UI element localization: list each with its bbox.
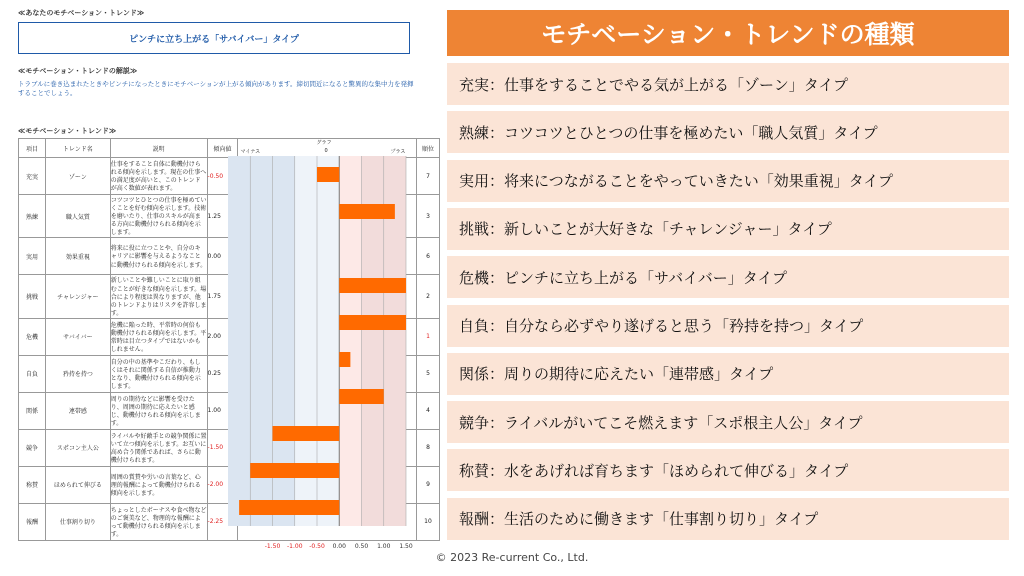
row-rank: 2	[417, 275, 440, 318]
bar-7	[339, 389, 384, 404]
trend-report-panel	[0, 0, 440, 576]
row-desc	[110, 429, 207, 466]
trend-type-item: 危機：ピンチに立ち上がる「サバイバー」タイプ	[447, 256, 1009, 298]
bar-8	[273, 426, 340, 441]
row-desc-text: 周りの期待などに影響を受けたり、周囲の期待に応えたいと感じ、動機付けられる傾向を示します。	[110, 395, 201, 428]
row-desc-text: 仕事をすること自体に動機付けられる傾向を示します。現在の仕事への満足度が高いと、このトレンドが高く数値が表れます。	[110, 160, 207, 193]
header-desc: 説明	[110, 139, 207, 158]
row-rank: 6	[417, 238, 440, 275]
row-trend-name: サバイバー	[45, 318, 110, 355]
graph-zero-label: 0	[324, 148, 328, 154]
graph-title: グラフ	[316, 140, 332, 146]
trend-type-item: 熟練：コツコツとひとつの仕事を極めたい「職人気質」タイプ	[447, 111, 1009, 153]
row-desc	[110, 318, 207, 355]
row-value: 0.00	[207, 238, 238, 275]
row-value: 0.25	[207, 355, 238, 392]
bar-10	[239, 500, 339, 515]
x-tick-label: 0.50	[354, 543, 369, 550]
bar-5	[339, 315, 406, 330]
your-trend-label: ≪あなたのモチベーション・トレンド≫	[18, 9, 145, 17]
row-item: 関係	[19, 392, 46, 429]
row-desc	[110, 158, 207, 195]
row-rank: 8	[417, 429, 440, 466]
row-item: 熟練	[19, 195, 46, 238]
row-rank: 1	[417, 318, 440, 355]
explanation-text: トラブルに巻き込まれたときやピンチになったときにモチベーションが上がる傾向があります。締切間近になると驚異的な集中力を発揮することでしょう。	[18, 80, 414, 98]
bar-9	[250, 463, 339, 478]
row-item: 称賛	[19, 466, 46, 503]
row-desc-text: 危機に陥った時、平常時の何倍も動機付けられる傾向を示します。平常時は目立つタイプではないかもしれません。	[110, 321, 207, 354]
row-rank: 10	[417, 503, 440, 540]
row-desc-text: ちょっとしたボーナスや食べ物などのご褒美など、物理的な報酬によって動機付けられる傾向を示します。	[110, 506, 207, 539]
row-desc	[110, 466, 207, 503]
row-item: 競争	[19, 429, 46, 466]
row-trend-name: ゾーン	[45, 158, 110, 195]
row-value: 1.00	[207, 392, 238, 429]
x-tick-label: 0.00	[332, 543, 346, 550]
row-desc	[110, 392, 207, 429]
graph-minus-label: マイナス	[240, 149, 261, 155]
row-trend-name: 矜持を持つ	[45, 355, 110, 392]
row-desc	[110, 275, 207, 318]
x-tick-label: -0.50	[309, 543, 325, 550]
row-desc	[110, 503, 207, 540]
x-tick-label: -1.00	[286, 543, 303, 550]
row-desc-text: コツコツとひとつの仕事を極めていくことを好む傾向を示します。技術を磨いたり、仕事のスキルが高まる方向に動機付けられる傾向を示します。	[110, 197, 207, 237]
row-trend-name: チャレンジャー	[45, 275, 110, 318]
row-rank: 3	[417, 195, 440, 238]
header-trend-name: トレンド名	[45, 139, 110, 158]
header-item: 項目	[19, 139, 46, 158]
row-rank: 7	[417, 158, 440, 195]
your-trend-box: ピンチに立ち上がる「サバイバー」タイプ	[18, 22, 410, 54]
row-trend-name: 連帯感	[45, 392, 110, 429]
x-tick-label: 1.00	[377, 543, 391, 550]
trend-type-item: 充実：仕事をすることでやる気が上がる「ゾーン」タイプ	[447, 63, 1009, 105]
header-value: 傾向値	[207, 139, 238, 158]
row-rank: 4	[417, 392, 440, 429]
row-desc	[110, 355, 207, 392]
row-value: 1.75	[207, 275, 238, 318]
row-value: 2.00	[207, 318, 238, 355]
row-trend-name: 仕事割り切り	[45, 503, 110, 540]
row-item: 危機	[19, 318, 46, 355]
row-item: 実用	[19, 238, 46, 275]
x-tick-label: -1.50	[264, 543, 281, 550]
table-header-row	[19, 139, 440, 158]
row-trend-name: 効果重視	[45, 238, 110, 275]
trend-types-title: モチベーション・トレンドの種類	[447, 10, 1009, 56]
trend-bar-chart	[228, 156, 413, 554]
row-rank: 9	[417, 466, 440, 503]
row-desc-text: 周囲の賞賛や労いの言葉など、心理的報酬によって動機付けられる傾向を示します。	[110, 473, 201, 497]
trend-type-item: 報酬：生活のために働きます「仕事割り切り」タイプ	[447, 498, 1009, 540]
row-desc	[110, 195, 207, 238]
trend-type-item: 称賛：水をあげれば育ちます「ほめられて伸びる」タイプ	[447, 449, 1009, 491]
x-tick-label: 1.50	[399, 543, 413, 550]
row-item: 挑戦	[19, 275, 46, 318]
trend-type-item: 競争：ライバルがいてこそ燃えます「スポ根主人公」タイプ	[447, 401, 1009, 443]
bar-1	[317, 167, 339, 182]
row-desc-text: 自分の中の基準やこだわり、もしくはそれに関係する自信が推動力となり、動機付けられる傾向を示します。	[110, 358, 201, 391]
copyright-footer: © 2023 Re-current Co., Ltd.	[435, 551, 589, 564]
row-desc	[110, 238, 207, 275]
row-trend-name: スポコン主人公	[45, 429, 110, 466]
bar-2	[339, 204, 395, 219]
trend-table-label: ≪モチベーション・トレンド≫	[18, 127, 117, 135]
row-item: 充実	[19, 158, 46, 195]
row-value: -2.25	[207, 503, 238, 540]
row-desc-text: ライバルや好敵手との競争関係に置いて立つ傾向を示します。お互いに高め合う関係であれば、さらに動機付けられます。	[110, 432, 207, 465]
row-item: 報酬	[19, 503, 46, 540]
row-desc-text: 新しいことや難しいことに取り組むことが好きな傾向を示します。場合により程度は異なりますが、他のトレンドよりはリスクを許容します。	[110, 277, 207, 317]
row-value: -1.50	[207, 429, 238, 466]
explanation-label: ≪モチベーション・トレンドの解説≫	[18, 67, 138, 75]
row-trend-name: 職人気質	[45, 195, 110, 238]
row-trend-name: ほめられて伸びる	[45, 466, 110, 503]
trend-type-item: 自負：自分なら必ずやり遂げると思う「矜持を持つ」タイプ	[447, 305, 1009, 347]
trend-type-item: 挑戦：新しいことが大好きな「チャレンジャー」タイプ	[447, 208, 1009, 250]
bar-4	[339, 278, 406, 293]
trend-type-item: 関係：周りの期待に応えたい「連帯感」タイプ	[447, 353, 1009, 395]
header-graph	[238, 139, 417, 158]
row-desc-text: 将来に役に立つことや、自分のキャリアに影響を与えるようなことに動機付けられる傾向を示します。	[110, 245, 207, 269]
row-item: 自負	[19, 355, 46, 392]
row-value: -2.00	[207, 466, 238, 503]
trend-type-item: 実用：将来につながることをやっていきたい「効果重視」タイプ	[447, 160, 1009, 202]
row-value: 1.25	[207, 195, 238, 238]
row-rank: 5	[417, 355, 440, 392]
bar-6	[339, 352, 350, 367]
row-value: -0.50	[207, 158, 238, 195]
graph-plus-label: プラス	[390, 149, 406, 155]
header-rank: 順位	[417, 139, 440, 158]
